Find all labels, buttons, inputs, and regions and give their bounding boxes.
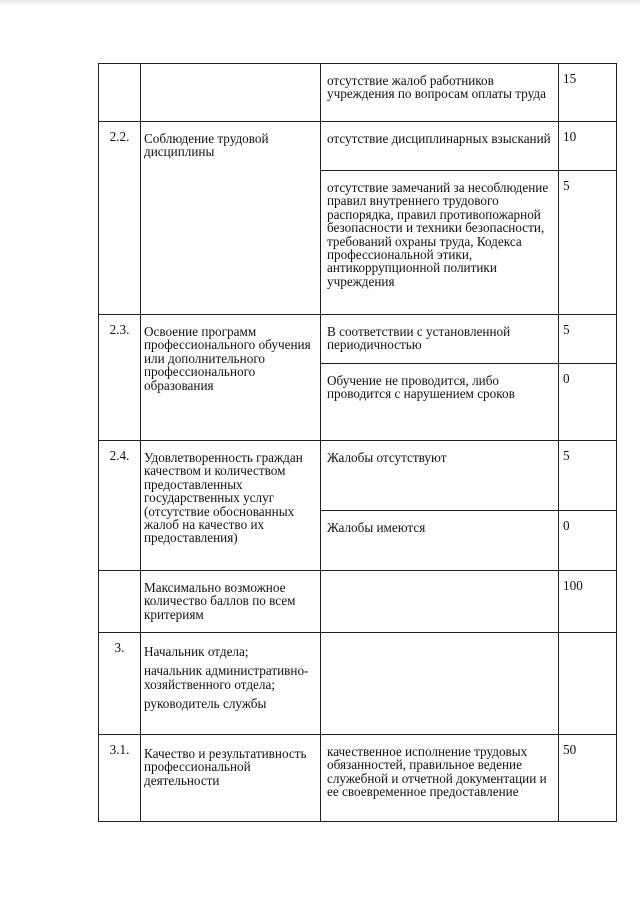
row-number: 3.1.	[99, 735, 141, 822]
indicator-name: Качество и результативность профессиональной деятельности	[141, 735, 321, 822]
criterion-text: отсутствие дисциплинарных взысканий	[321, 122, 559, 171]
points-value: 50	[559, 735, 617, 822]
points-value: 0	[559, 364, 617, 441]
criterion-text: Жалобы имеются	[321, 511, 559, 571]
criterion-text: качественное исполнение трудовых обязанностей, правильное ведение служебной и отчетной документации и ее своевременное предоставление	[321, 735, 559, 822]
indicator-name	[141, 64, 321, 122]
table-row	[99, 315, 617, 364]
table-row	[99, 735, 617, 822]
row-number: 2.2.	[99, 122, 141, 315]
indicator-name: Максимально возможное количество баллов по всем критериям	[141, 571, 321, 633]
position-title: Начальник отдела;	[144, 644, 249, 659]
criterion-text	[321, 633, 559, 735]
indicator-name: Удовлетворенность граждан качеством и количеством предоставленных государственных услуг (отсутствие обоснованных жалоб на качество их предоставления)	[141, 441, 321, 571]
row-number: 2.4.	[99, 441, 141, 571]
table-row	[99, 441, 617, 511]
points-value: 5	[559, 171, 617, 315]
points-value: 15	[559, 64, 617, 122]
points-value: 0	[559, 511, 617, 571]
row-number: 2.3.	[99, 315, 141, 441]
indicator-name	[141, 633, 321, 735]
row-number	[99, 571, 141, 633]
points-value: 100	[559, 571, 617, 633]
table-row	[99, 633, 617, 735]
criterion-text: Обучение не проводится, либо проводится с нарушением сроков	[321, 364, 559, 441]
criterion-text: отсутствие жалоб работников учреждения по вопросам оплаты труда	[321, 64, 559, 122]
table-row	[99, 571, 617, 633]
indicator-name: Освоение программ профессионального обучения или дополнительного профессионального образования	[141, 315, 321, 441]
criterion-text: отсутствие замечаний за несоблюдение правил внутреннего трудового распорядка, правил противопожарной безопасности и техники безопасности, требований охраны труда, Кодекса профессиональной этики, антикоррупционной политики учреждения	[321, 171, 559, 315]
points-value: 10	[559, 122, 617, 171]
criteria-table	[98, 63, 617, 822]
table-row	[99, 64, 617, 122]
position-title: начальник административно-хозяйственного отдела;	[144, 663, 309, 692]
criterion-text: Жалобы отсутствуют	[321, 441, 559, 511]
points-value	[559, 633, 617, 735]
position-title: руководитель службы	[144, 696, 267, 712]
row-number	[99, 64, 141, 122]
criterion-text	[321, 571, 559, 633]
table-row	[99, 122, 617, 171]
criterion-text: В соответствии с установленной периодичностью	[321, 315, 559, 364]
points-value: 5	[559, 315, 617, 364]
scan-edge	[0, 0, 640, 6]
row-number: 3.	[99, 633, 141, 735]
indicator-name: Соблюдение трудовой дисциплины	[141, 122, 321, 315]
points-value: 5	[559, 441, 617, 511]
